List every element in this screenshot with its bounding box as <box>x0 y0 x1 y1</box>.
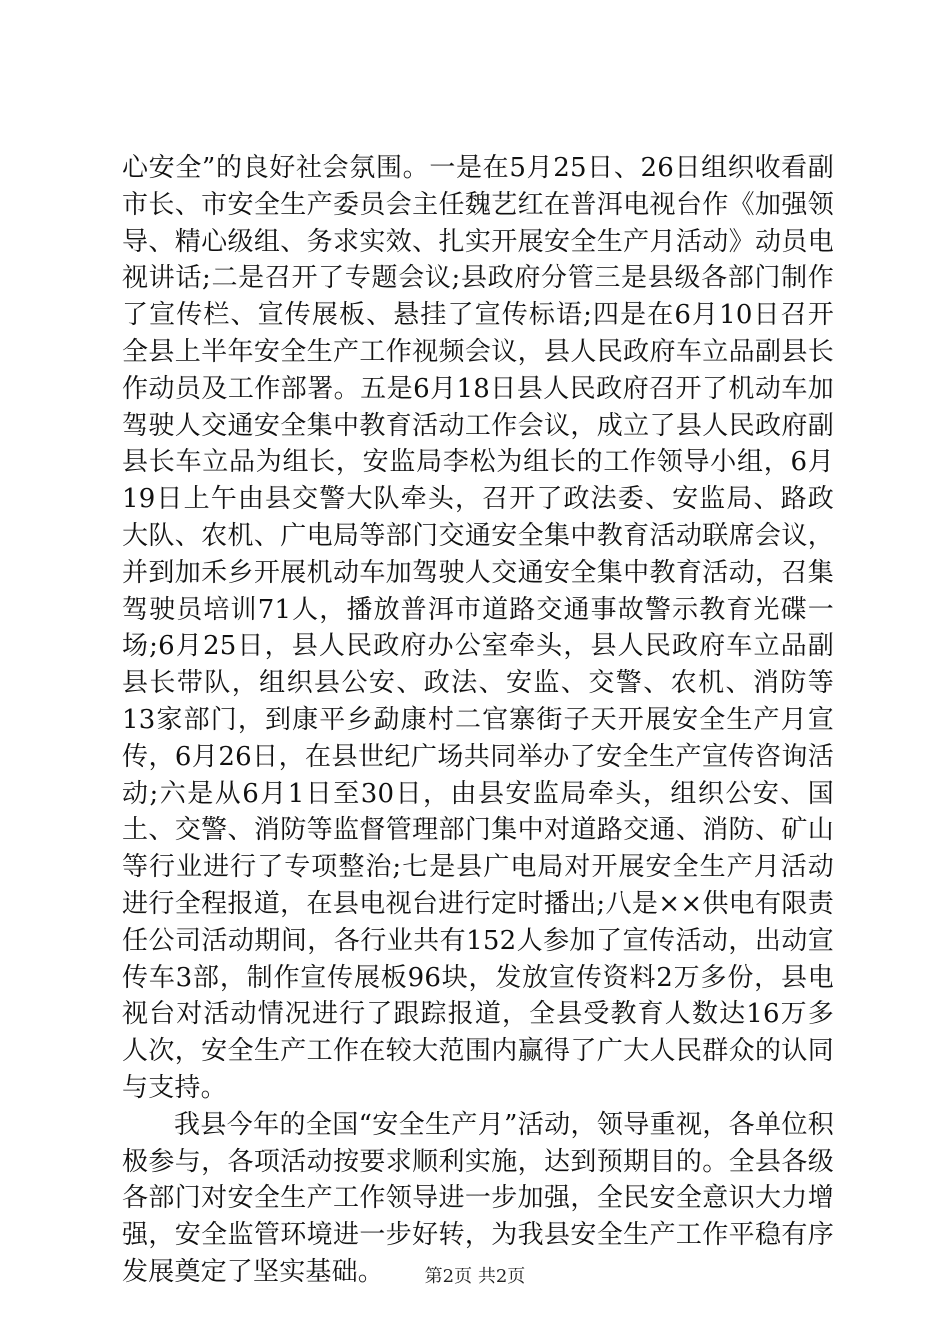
body-paragraph-1: 心安全”的良好社会氛围。一是在5月25日、26日组织收看副市长、市安全生产委员会主任魏艺红在普洱电视台作《加强领导、精心级组、务求实效、扎实开展安全生产月活动》动员电视讲话;二是召开了专题会议;县政府分管三是县级各部门制作了宣传栏、宣传展板、悬挂了宣传标语;四是在6月10日召开全县上半年安全生产工作视频会议，县人民政府车立品副县长作动员及工作部署。五是6月18日县人民政府召开了机动车加驾驶人交通安全集中教育活动工作会议，成立了县人民政府副县长车立品为组长，安监局李松为组长的工作领导小组，6月19日上午由县交警大队牵头，召开了政法委、安监局、路政大队、农机、广电局等部门交通安全集中教育活动联席会议，并到加禾乡开展机动车加驾驶人交通安全集中教育活动，召集驾驶员培训71人，播放普洱市道路交通事故警示教育光碟一场;6月25日，县人民政府办公室牵头，县人民政府车立品副县长带队，组织县公安、政法、安监、交警、农机、消防等13家部门，到康平乡勐康村二官寨街子天开展安全生产月宣传，6月26日，在县世纪广场共同举办了安全生产宣传咨询活动;六是从6月1日至30日，由县安监局牵头，组织公安、国土、交警、消防等监督管理部门集中对道路交通、消防、矿山等行业进行了专项整治;七是县广电局对开展安全生产月活动进行全程报道，在县电视台进行定时播出;八是××供电有限责任公司活动期间，各行业共有152人参加了宣传活动，出动宣传车3部，制作宣传展板96块，发放宣传资料2万多份，县电视台对活动情况进行了跟踪报道，全县受教育人数达16万多人次，安全生产工作在较大范围内赢得了广大人民群众的认同与支持。 <box>122 153 834 1103</box>
body-paragraph-2: 我县今年的全国“安全生产月”活动，领导重视，各单位积极参与，各项活动按要求顺利实施，达到预期目的。全县各级各部门对安全生产工作领导进一步加强，全民安全意识大力增强，安全监管环境进一步好转，为我县安全生产工作平稳有序发展奠定了坚实基础。 <box>122 1109 834 1287</box>
document-body <box>122 150 834 1291</box>
page-number: 第2页 共2页 <box>424 1266 526 1287</box>
